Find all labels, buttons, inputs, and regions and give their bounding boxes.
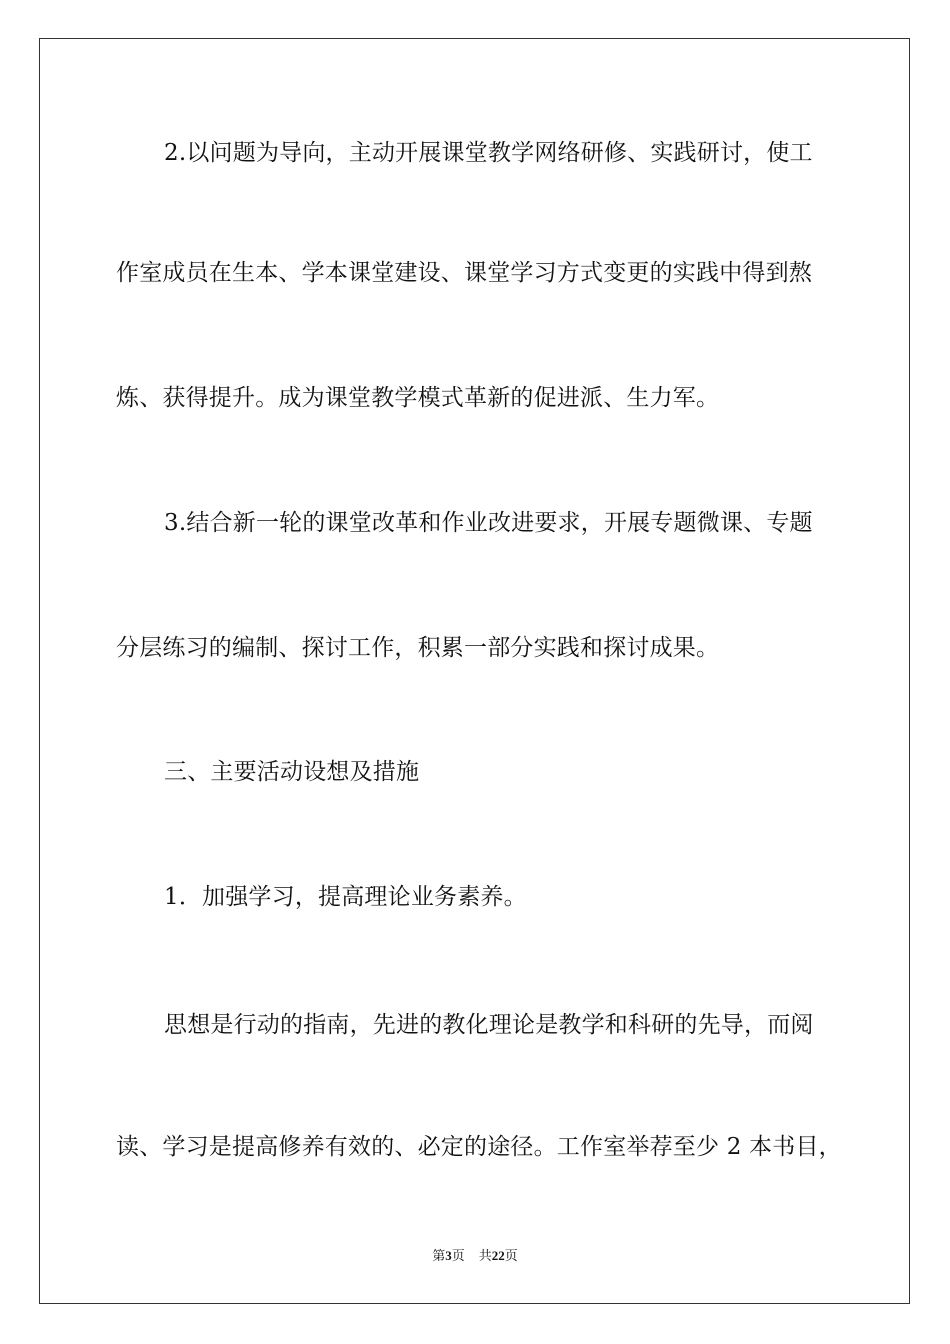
footer-page-current: 3 (445, 1248, 452, 1263)
footer-page-unit: 页 (451, 1248, 465, 1263)
footer-page-total: 22 (491, 1248, 505, 1263)
paragraph-line: 3.结合新一轮的课堂改革和作业改进要求，开展专题微课、专题 (164, 510, 813, 536)
paragraph-line: 2.以问题为导向，主动开展课堂教学网络研修、实践研讨，使工 (164, 140, 813, 166)
paragraph-line: 读、学习是提高修养有效的、必定的途径。工作室举荐至少 2 本书目， (116, 1134, 842, 1160)
section-heading: 三、主要活动设想及措施 (164, 759, 420, 785)
page-border (39, 38, 910, 1304)
page-footer (0, 1247, 950, 1265)
paragraph-line: 思想是行动的指南，先进的教化理论是教学和科研的先导，而阅 (164, 1012, 814, 1038)
footer-total-prefix: 共 (478, 1248, 492, 1263)
footer-total-unit: 页 (504, 1248, 518, 1263)
paragraph-line: 炼、获得提升。成为课堂教学模式革新的促进派、生力军。 (116, 385, 720, 411)
footer-page-prefix: 第 (432, 1248, 446, 1263)
paragraph-line: 分层练习的编制、探讨工作，积累一部分实践和探讨成果。 (116, 635, 720, 661)
paragraph-line: 作室成员在生本、学本课堂建设、课堂学习方式变更的实践中得到熬 (116, 260, 812, 286)
subsection-heading: 1．加强学习，提高理论业务素养。 (164, 884, 527, 910)
